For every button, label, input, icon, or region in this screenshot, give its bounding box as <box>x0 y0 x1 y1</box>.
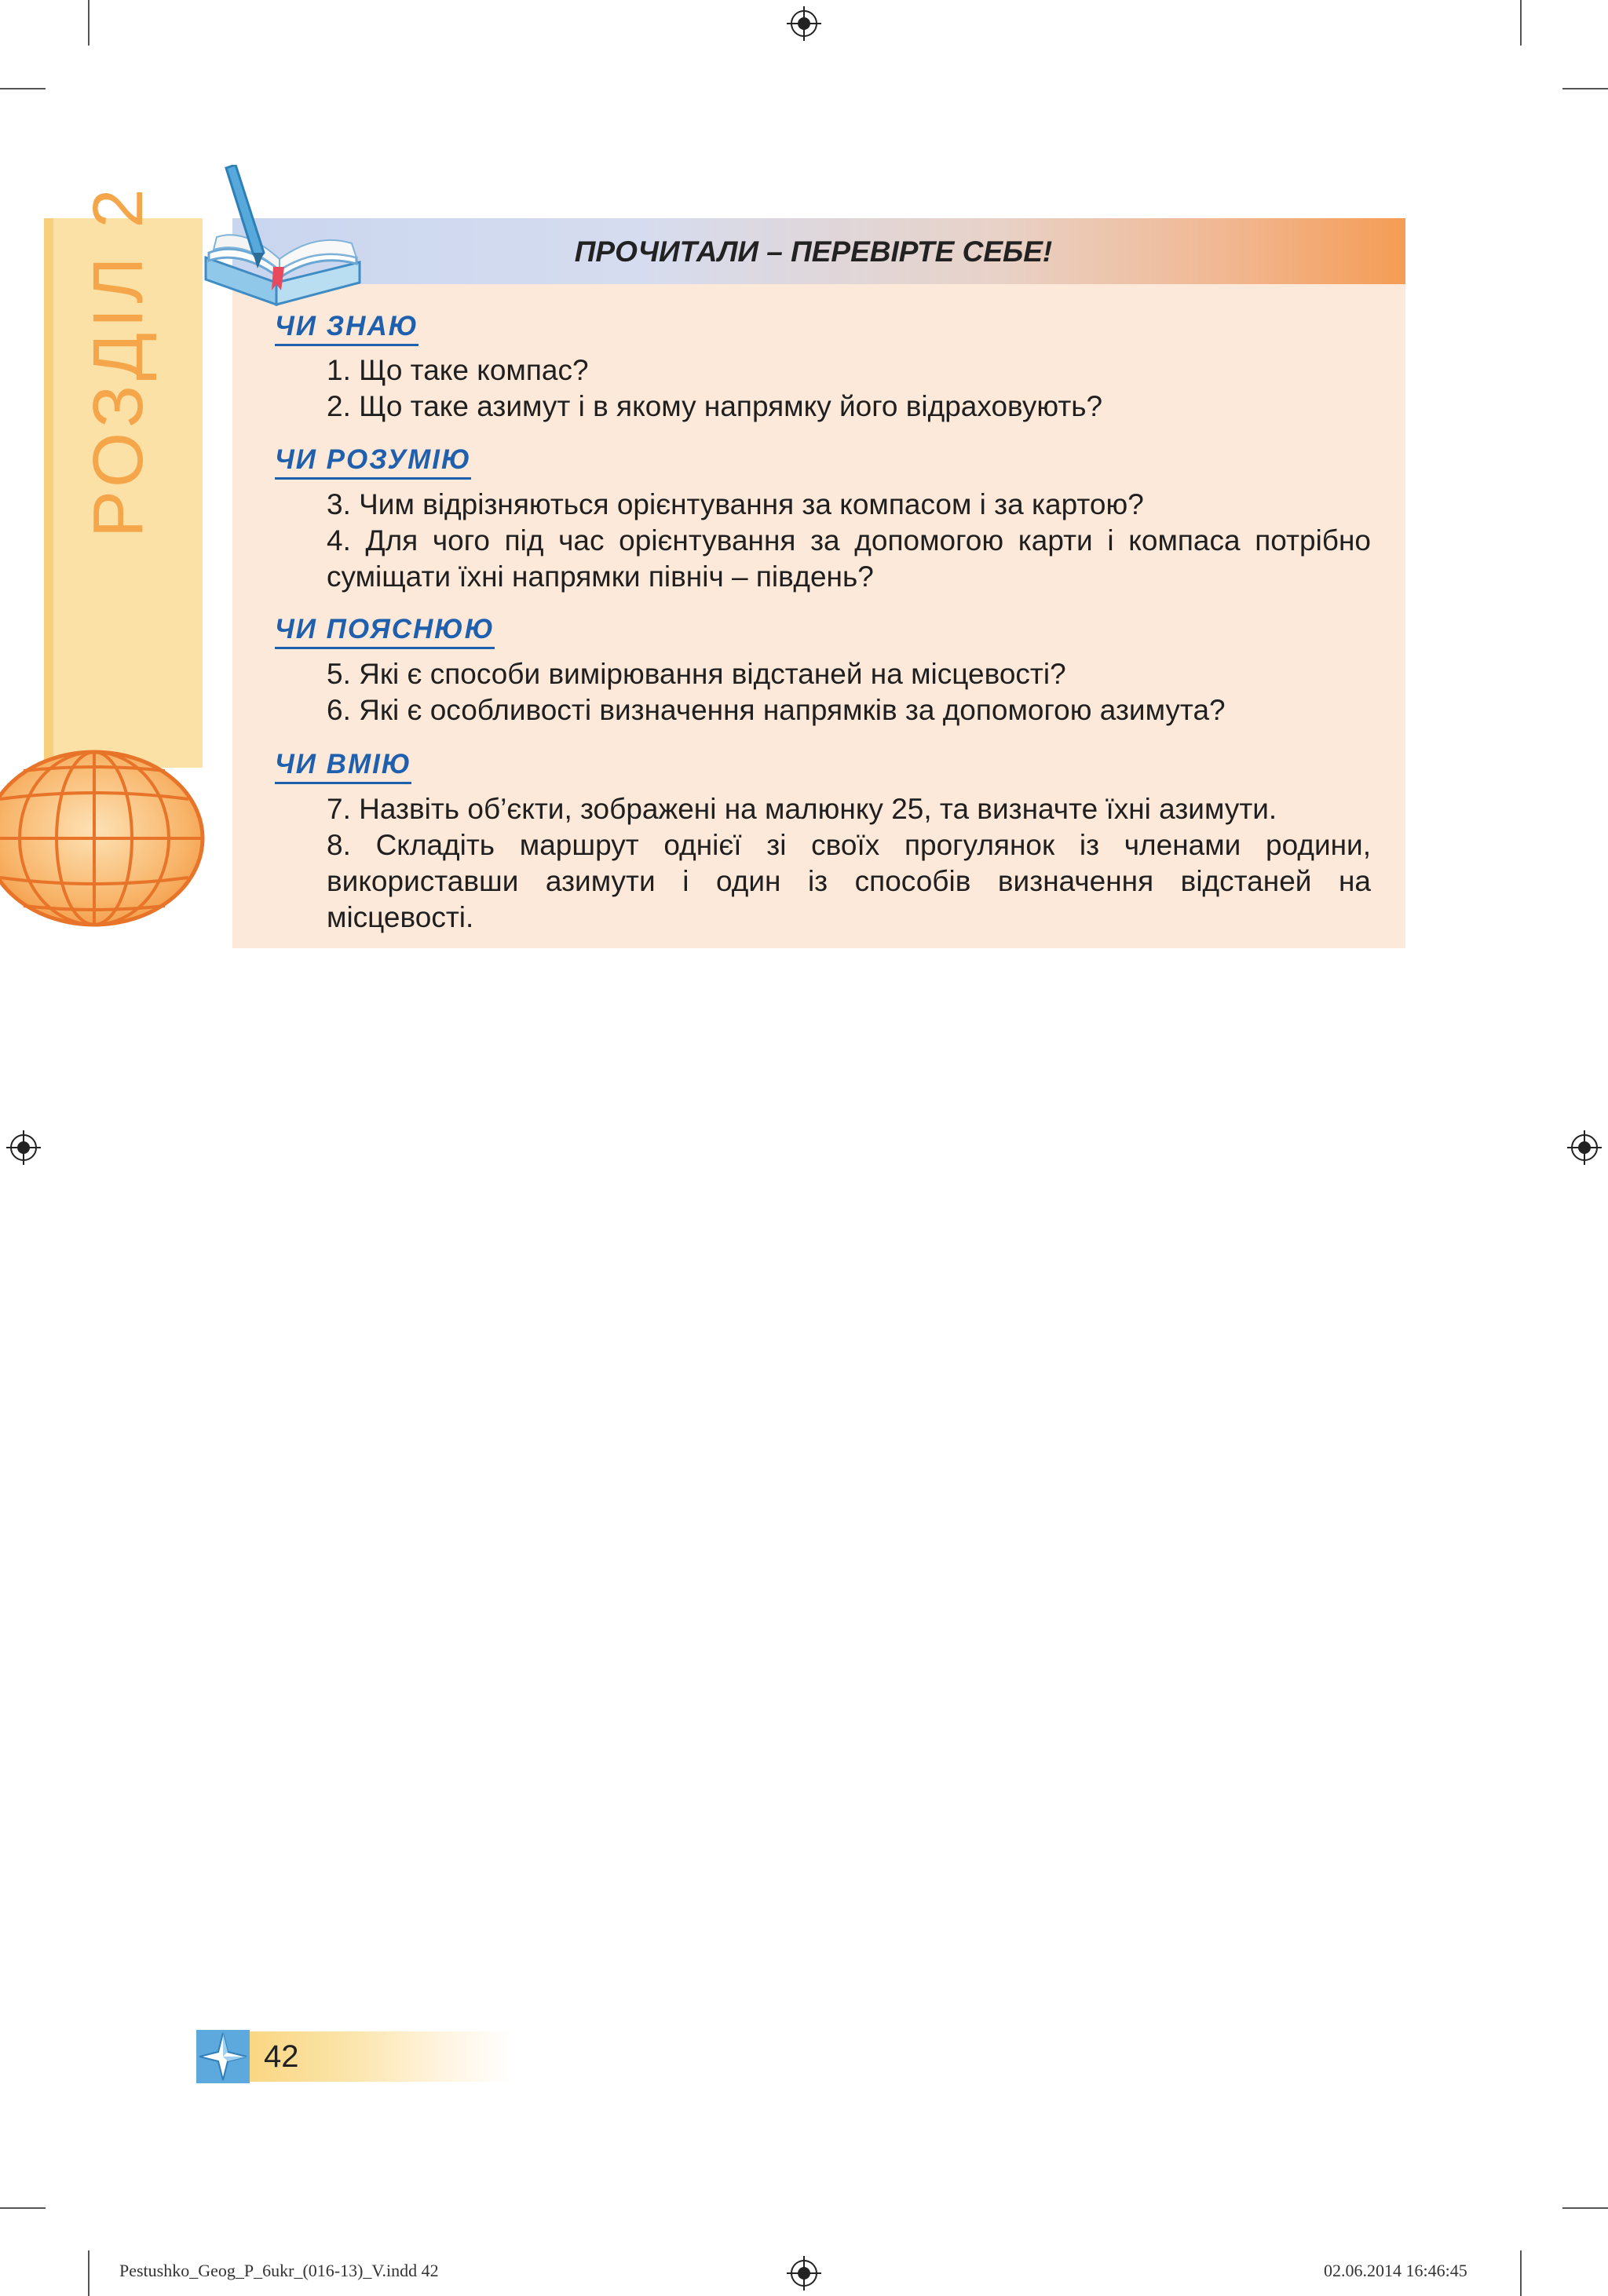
crop-mark <box>1520 2250 1522 2296</box>
page-title: ПРОЧИТАЛИ – ПЕРЕВІРТЕ СЕБЕ! <box>574 235 1053 268</box>
compass-star-icon <box>196 2030 250 2083</box>
crop-mark <box>1520 0 1522 46</box>
question-item: 5. Які є способи вимірювання відстаней на місцевості? <box>327 658 1066 690</box>
question-item: 2. Що таке азимут і в якому напрямку його відраховують? <box>327 390 1103 422</box>
registration-mark-icon <box>787 2256 821 2291</box>
crop-mark <box>1562 2207 1608 2209</box>
question-item: 7. Назвіть об’єкти, зображені на малюнку 25, та визначте їхні азимути. <box>327 793 1277 825</box>
heading-can: ЧИ ВМІЮ <box>275 749 411 784</box>
crop-mark <box>88 0 90 46</box>
question-item: 1. Що таке компас? <box>327 354 589 386</box>
globe-icon <box>0 747 207 929</box>
registration-mark-icon <box>1567 1130 1602 1165</box>
print-timestamp: 02.06.2014 16:46:45 <box>1324 2261 1467 2280</box>
crop-mark <box>0 2207 46 2209</box>
registration-mark-icon <box>787 6 821 41</box>
section-label: РОЗДІЛ 2 <box>79 184 158 538</box>
heading-know: ЧИ ЗНАЮ <box>275 311 418 346</box>
crop-mark <box>0 88 46 89</box>
crop-mark <box>1562 88 1608 89</box>
question-item: 4. Для чого під час орієнтування за допомогою карти і компаса потрібно суміщати їхні напрямки північ – південь? <box>327 524 1371 593</box>
registration-mark-icon <box>6 1130 41 1165</box>
question-item: 8. Складіть маршрут однієї зі своїх прогулянок із членами родини, використавши азимути і один із способів визначення відстаней на місцевості. <box>327 829 1371 933</box>
page-number: 42 <box>264 2039 299 2074</box>
file-slug: Pestushko_Geog_P_6ukr_(016-13)_V.indd 42 <box>119 2261 439 2280</box>
heading-explain: ЧИ ПОЯСНЮЮ <box>275 614 495 649</box>
question-item: 3. Чим відрізняються орієнтування за компасом і за картою? <box>327 488 1144 520</box>
question-item: 6. Які є особливості визначення напрямків за допомогою азимута? <box>327 694 1226 726</box>
heading-understand: ЧИ РОЗУМІЮ <box>275 444 471 480</box>
crop-mark <box>88 2250 90 2296</box>
